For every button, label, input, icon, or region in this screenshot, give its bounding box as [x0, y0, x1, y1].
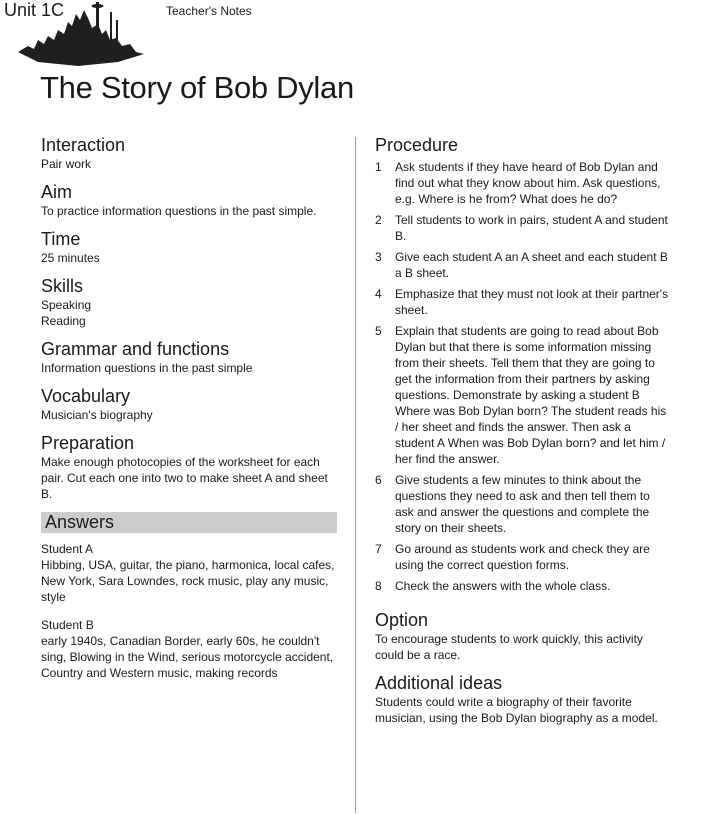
right-column — [375, 135, 671, 726]
step-text: Tell students to work in pairs, student A and student B. — [395, 213, 668, 243]
aim-heading: Aim — [41, 182, 72, 202]
step-number: 5 — [375, 324, 382, 338]
unit-label: Unit 1C — [4, 0, 65, 20]
time-section — [41, 229, 337, 266]
option-section — [375, 610, 671, 663]
step-text: Check the answers with the whole class. — [395, 579, 611, 593]
teachers-notes-label: Teacher's Notes — [166, 4, 252, 18]
student-b-answers — [41, 617, 337, 681]
step-number: 6 — [375, 473, 382, 487]
student-b-label: Student B — [41, 618, 94, 632]
additional-ideas-heading: Additional ideas — [375, 673, 503, 693]
grammar-section — [41, 339, 337, 376]
additional-ideas-text: Students could write a biography of their favorite musician, using the Bob Dylan biography as a model. — [375, 695, 658, 725]
vocabulary-text: Musician's biography — [41, 408, 153, 422]
interaction-section — [41, 135, 337, 172]
procedure-step — [375, 541, 671, 573]
step-text: Give each student A an A sheet and each student B a B sheet. — [395, 250, 668, 280]
procedure-step — [375, 159, 671, 207]
step-number: 8 — [375, 579, 382, 593]
student-a-answers — [41, 541, 337, 605]
step-number: 2 — [375, 213, 382, 227]
additional-ideas-section — [375, 673, 671, 726]
procedure-list — [375, 159, 671, 594]
column-divider — [355, 137, 356, 813]
preparation-text: Make enough photocopies of the worksheet for each pair. Cut each one into two to make sheet A and sheet B. — [41, 455, 328, 501]
city-skyline-icon — [18, 0, 164, 66]
vocabulary-section — [41, 386, 337, 423]
procedure-step — [375, 578, 671, 594]
step-text: Ask students if they have heard of Bob Dylan and find out what they know about him. Ask questions, e.g. Where is he from? What does he do? — [395, 160, 661, 206]
skill-item: Speaking — [41, 298, 92, 312]
procedure-step — [375, 249, 671, 281]
time-text: 25 minutes — [41, 251, 100, 265]
interaction-heading: Interaction — [41, 135, 126, 155]
student-a-label: Student A — [41, 542, 94, 556]
aim-text: To practice information questions in the past simple. — [41, 204, 317, 218]
skills-section — [41, 276, 337, 329]
option-heading: Option — [375, 610, 429, 630]
procedure-step — [375, 323, 671, 467]
grammar-text: Information questions in the past simple — [41, 361, 253, 375]
step-number: 4 — [375, 287, 382, 301]
vocabulary-heading: Vocabulary — [41, 386, 131, 406]
step-number: 3 — [375, 250, 382, 264]
step-number: 7 — [375, 542, 382, 556]
aim-section — [41, 182, 337, 219]
left-column — [41, 135, 337, 693]
time-heading: Time — [41, 229, 81, 249]
step-text: Go around as students work and check they are using the correct question forms. — [395, 542, 650, 572]
skills-heading: Skills — [41, 276, 84, 296]
step-text: Explain that students are going to read about Bob Dylan but that there is some information missing from their sheets. Tell them that they are going to get the information from their partners by asking questions. Demonstrate by asking a student B Where was Bob Dylan born? The student reads his / her sheet and finds the answer. Then ask a student A When was Bob Dylan born? and let him / her find the answer. — [395, 324, 667, 466]
interaction-text: Pair work — [41, 157, 92, 171]
student-b-text: early 1940s, Canadian Border, early 60s, he couldn't sing, Blowing in the Wind, serious motorcycle accident, Country and Western music, making records — [41, 634, 334, 680]
answers-heading: Answers — [41, 512, 337, 533]
step-text: Emphasize that they must not look at their partner's sheet. — [395, 287, 669, 317]
procedure-step — [375, 472, 671, 536]
skill-item: Reading — [41, 314, 86, 328]
preparation-section — [41, 433, 337, 502]
procedure-step — [375, 286, 671, 318]
step-text: Give students a few minutes to think about the questions they need to ask and then tell them to ask and answer the questions and complete the story on their sheets. — [395, 473, 650, 535]
option-text: To encourage students to work quickly, this activity could be a race. — [375, 632, 643, 662]
student-a-text: Hibbing, USA, guitar, the piano, harmonica, local cafes, New York, Sara Lowndes, rock music, play any music, style — [41, 558, 335, 604]
step-number: 1 — [375, 160, 382, 174]
procedure-step — [375, 212, 671, 244]
procedure-heading: Procedure — [375, 135, 459, 155]
preparation-heading: Preparation — [41, 433, 135, 453]
grammar-heading: Grammar and functions — [41, 339, 230, 359]
page-title: The Story of Bob Dylan — [40, 70, 354, 105]
